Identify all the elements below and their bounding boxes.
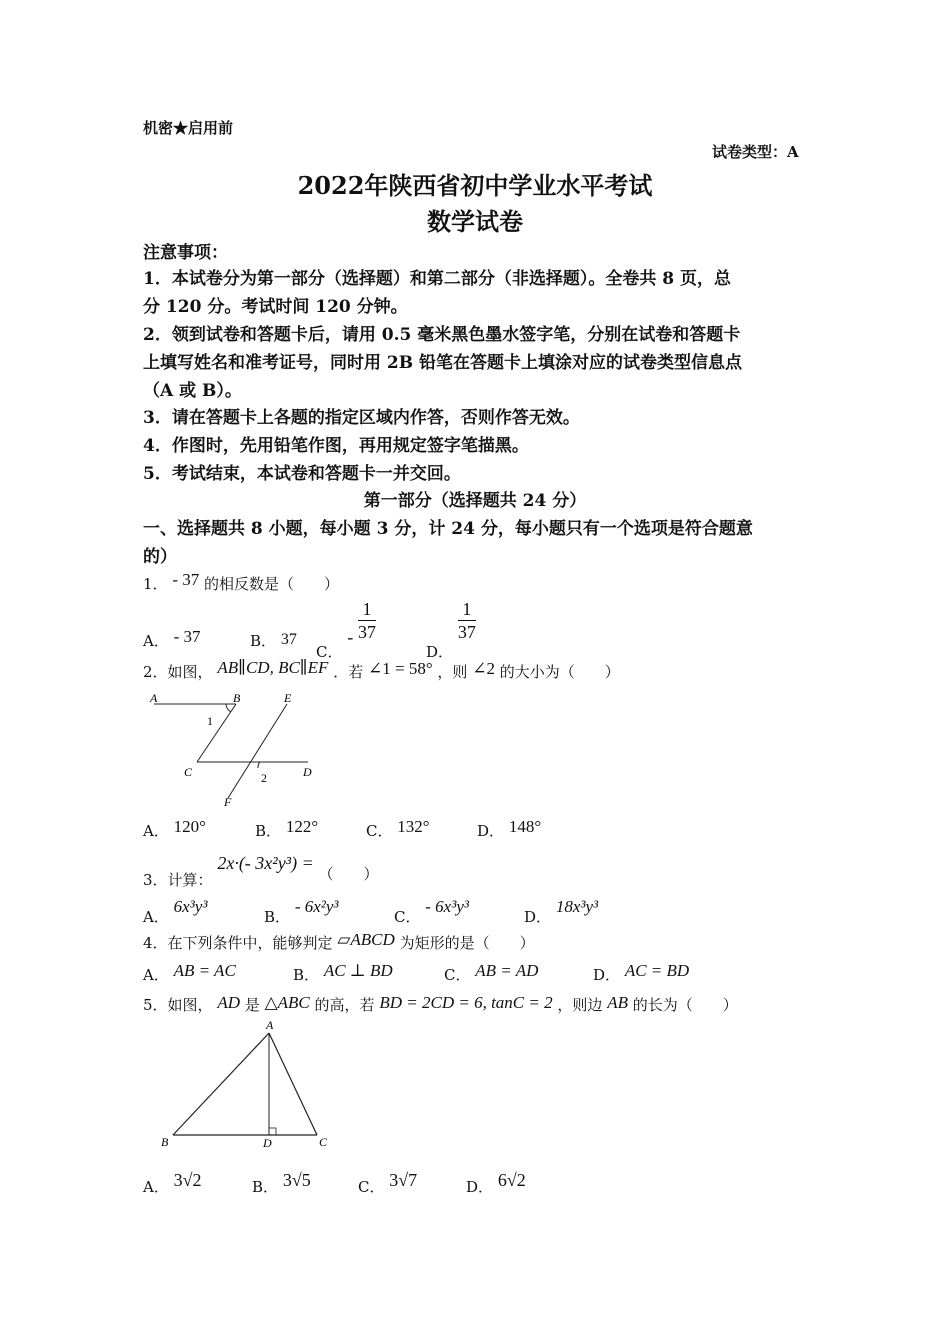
q1-option-d-fraction: $\frac{1}{37}$ [457, 599, 476, 642]
q2-angle2: ∠2 [472, 659, 495, 678]
q2-figure [140, 690, 330, 810]
q1-option-c[interactable]: C． - $\frac{1}{37}$ [316, 599, 377, 661]
q4-option-d[interactable]: D． AC = BD [593, 961, 690, 984]
side-ab [173, 1033, 269, 1135]
note-2-line-2: 上填写姓名和准考证号，同时用 2B 铅笔在答题卡上填涂对应的试卷类型信息点 [143, 353, 743, 373]
q2-condition: AB∥CD, BC∥EF [217, 658, 329, 677]
label-e: E [284, 691, 292, 705]
part1-title: 第一部分（选择题共 24 分） [363, 491, 587, 511]
q3-expression: 2x·(- 3x²y³) = [217, 853, 314, 873]
exam-title: 2022年陕西省初中学业水平考试 [297, 171, 653, 200]
q1-text: 的相反数是（ ） [204, 575, 340, 593]
label-a: A [266, 1018, 274, 1032]
q4-stem: 4．在下列条件中，能够判定 ▱ABCD 为矩形的是（ ） [143, 930, 535, 952]
note-1-line-1: 1．本试卷分为第一部分（选择题）和第二部分（非选择题）。全卷共 8 页，总 [143, 269, 731, 289]
section1-instruction-line-2: 的） [143, 547, 177, 567]
q1-option-d[interactable]: D． $\frac{1}{37}$ [426, 599, 476, 661]
line-bc [197, 704, 236, 762]
q3-option-d[interactable]: D． 18x³y³ [524, 897, 599, 926]
q2-angle1: ∠1 = 58° [368, 659, 433, 678]
section1-instruction-line-1: 一、选择题共 8 小题，每小题 3 分，计 24 分，每小题只有一个选项是符合题意 [143, 519, 753, 539]
q5-option-c[interactable]: C． 3√7 [358, 1170, 418, 1196]
confidential-label: 机密★启用前 [143, 119, 234, 137]
q5-option-b[interactable]: B． 3√5 [252, 1170, 311, 1196]
note-5: 5．考试结束，本试卷和答题卡一并交回。 [143, 464, 461, 484]
label-c: C [319, 1135, 328, 1149]
right-angle-mark [269, 1128, 276, 1135]
q1-option-c-fraction: $\frac{1}{37}$ [358, 599, 377, 642]
q5-option-d[interactable]: D． 6√2 [466, 1170, 526, 1196]
label-d: D [263, 1136, 272, 1150]
q1-number: 1． [143, 575, 168, 593]
note-2-line-1: 2．领到试卷和答题卡后，请用 0.5 毫米黑色墨水签字笔，分别在试卷和答题卡 [143, 325, 741, 345]
q1-option-c-sign: - [347, 626, 354, 647]
side-ac [269, 1033, 317, 1135]
q4-option-b[interactable]: B． AC ⊥ BD [293, 961, 393, 984]
note-3: 3．请在答题卡上各题的指定区域内作答，否则作答无效。 [143, 408, 580, 428]
label-f: F [224, 795, 232, 809]
note-4: 4．作图时，先用铅笔作图，再用规定签字笔描黑。 [143, 436, 529, 456]
note-1-line-2: 分 120 分。考试时间 120 分钟。 [143, 297, 408, 317]
angle2-arc [258, 762, 260, 768]
q3-stem: 3．计算： 2x·(- 3x²y³) = （ ） [143, 853, 379, 889]
q5-figure [155, 1015, 340, 1155]
q1-option-a-value: - 37 [173, 627, 201, 646]
q4-expression: ▱ABCD [337, 930, 395, 949]
label-a: A [150, 691, 158, 705]
label-b: B [161, 1135, 169, 1149]
angle1-arc [226, 704, 231, 712]
exam-subtitle: 数学试卷 [427, 207, 523, 236]
q4-option-c[interactable]: C． AB = AD [444, 961, 539, 984]
q5-condition: BD = 2CD = 6, tanC = 2 [379, 993, 553, 1012]
line-ef [228, 704, 287, 798]
q1-option-b-value: 37 [280, 631, 297, 648]
q2-option-c[interactable]: C． 132° [366, 817, 430, 840]
q3-option-b[interactable]: B． - 6x²y³ [264, 897, 339, 926]
q5-option-a[interactable]: A． 3√2 [143, 1170, 202, 1196]
q4-option-a[interactable]: A． AB = AC [143, 961, 236, 984]
notes-heading: 注意事项： [143, 243, 228, 263]
q5-stem: 5．如图， AD 是 △ABC 的高，若 BD = 2CD = 6, tanC = 2 ，则边 AB 的长为（ ） [143, 993, 738, 1014]
q2-stem: 2．如图， AB∥CD, BC∥EF ．若 ∠1 = 58° ，则 ∠2 的大小为（ ） [143, 658, 620, 681]
q1-option-b[interactable]: B． 37 [250, 631, 297, 650]
label-c: C [184, 765, 193, 779]
q1-stem [143, 570, 340, 594]
q3-option-c[interactable]: C． - 6x³y³ [394, 897, 469, 926]
label-angle2: 2 [261, 771, 267, 785]
paper-type-label: 试卷类型：A [712, 143, 799, 161]
label-b: B [233, 691, 241, 705]
q3-option-a[interactable]: A． 6x³y³ [143, 897, 208, 926]
q1-option-a[interactable]: A． - 37 [143, 627, 201, 650]
label-d: D [303, 765, 312, 779]
q1-expression: - 37 [172, 570, 200, 589]
note-2-line-3: （A 或 B）。 [143, 381, 242, 401]
q2-option-a[interactable]: A． 120° [143, 817, 206, 840]
q2-option-b[interactable]: B． 122° [255, 817, 319, 840]
label-angle1: 1 [207, 714, 213, 728]
q2-option-d[interactable]: D． 148° [477, 817, 542, 840]
